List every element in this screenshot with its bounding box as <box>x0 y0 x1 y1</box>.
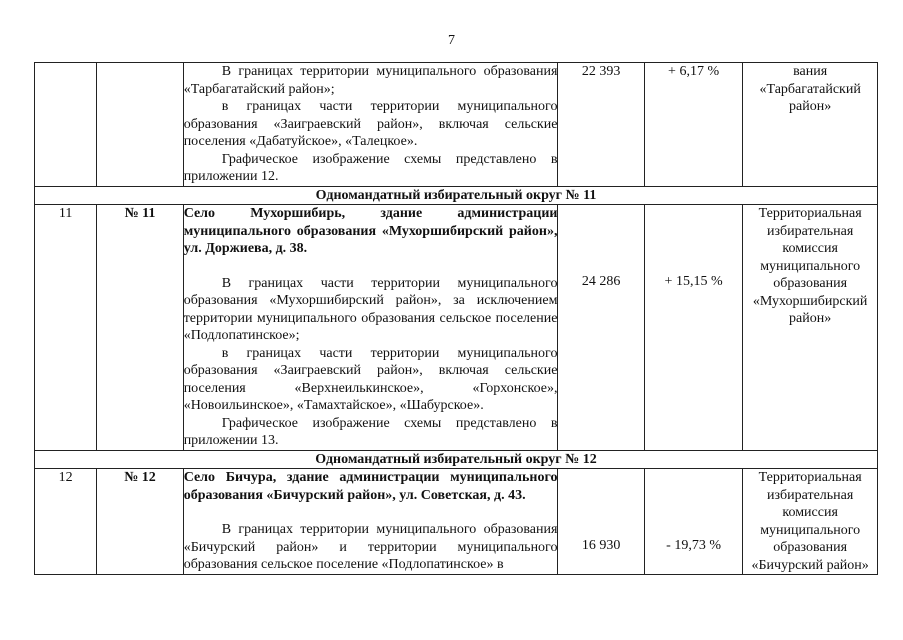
table-row-district-12 <box>35 469 878 575</box>
description-paragraph: Графическое изображение схемы представлено в приложении 12. <box>183 151 558 184</box>
polling-address: Село Мухоршибирь, здание администрации муниципального образования «Мухоршибирский район», ул. Доржиева, д. 38. <box>183 206 558 256</box>
cell-voters: 22 393 <box>558 63 644 187</box>
description-paragraph: В границах территории муниципального образования «Тарбагатайский район»; <box>183 64 558 97</box>
cell-deviation: + 6,17 % <box>644 63 742 187</box>
cell-district-name <box>97 63 183 187</box>
cell-commission: Территориальная избирательная комиссия муниципального образования «Бичурский район» <box>743 469 878 575</box>
spacer <box>184 258 558 275</box>
cell-deviation <box>644 205 742 451</box>
spacer <box>184 504 558 521</box>
cell-district-name: № 11 <box>97 205 183 451</box>
polling-address: Село Бичура, здание администрации муниципального образования «Бичурский район», ул. Советская, д. 43. <box>183 470 558 503</box>
description-paragraph: в границах части территории муниципального образования «Заиграевский район», включая сельские поселения «Верхнеилькинское», «Горхонское», «Новоильинское», «Тамахтайское», «Шабурское». <box>183 345 558 413</box>
district-header-row <box>35 186 878 205</box>
description-paragraph: В границах территории муниципального образования «Бичурский район» и территории муниципального образования сельское поселение «Подлопатинское» в <box>183 522 558 572</box>
description-paragraph: В границах части территории муниципального образования «Мухоршибирский район», за исключением территории муниципального образования сельское поселение «Подлопатинское»; <box>183 275 558 343</box>
cell-commission: вания «Тарбагатайский район» <box>743 63 878 187</box>
cell-description <box>183 205 558 451</box>
deviation-value: - 19,73 % <box>666 538 721 553</box>
district-header: Одномандатный избирательный округ № 11 <box>35 186 878 205</box>
cell-number: 12 <box>35 469 97 575</box>
cell-voters <box>558 205 644 451</box>
cell-description <box>183 63 558 187</box>
district-header-row <box>35 450 878 469</box>
cell-commission: Территориальная избирательная комиссия муниципального образования «Мухоршибирский район» <box>743 205 878 451</box>
voters-value: 24 286 <box>581 274 621 289</box>
description-paragraph: Графическое изображение схемы представлено в приложении 13. <box>183 415 558 448</box>
voters-value: 16 930 <box>581 538 621 553</box>
page-number: 7 <box>448 33 455 48</box>
district-header: Одномандатный избирательный округ № 12 <box>35 450 878 469</box>
deviation-value: + 15,15 % <box>664 274 723 289</box>
table-row-district-11 <box>35 205 878 451</box>
cell-description <box>183 469 558 575</box>
table-row-continued <box>35 63 878 187</box>
cell-district-name: № 12 <box>97 469 183 575</box>
cell-number <box>35 63 97 187</box>
cell-deviation <box>644 469 742 575</box>
description-paragraph: в границах части территории муниципального образования «Заиграевский район», включая сельские поселения «Дабатуйское», «Талецкое». <box>183 99 558 149</box>
cell-voters <box>558 469 644 575</box>
cell-number: 11 <box>35 205 97 451</box>
districts-table <box>34 62 878 575</box>
